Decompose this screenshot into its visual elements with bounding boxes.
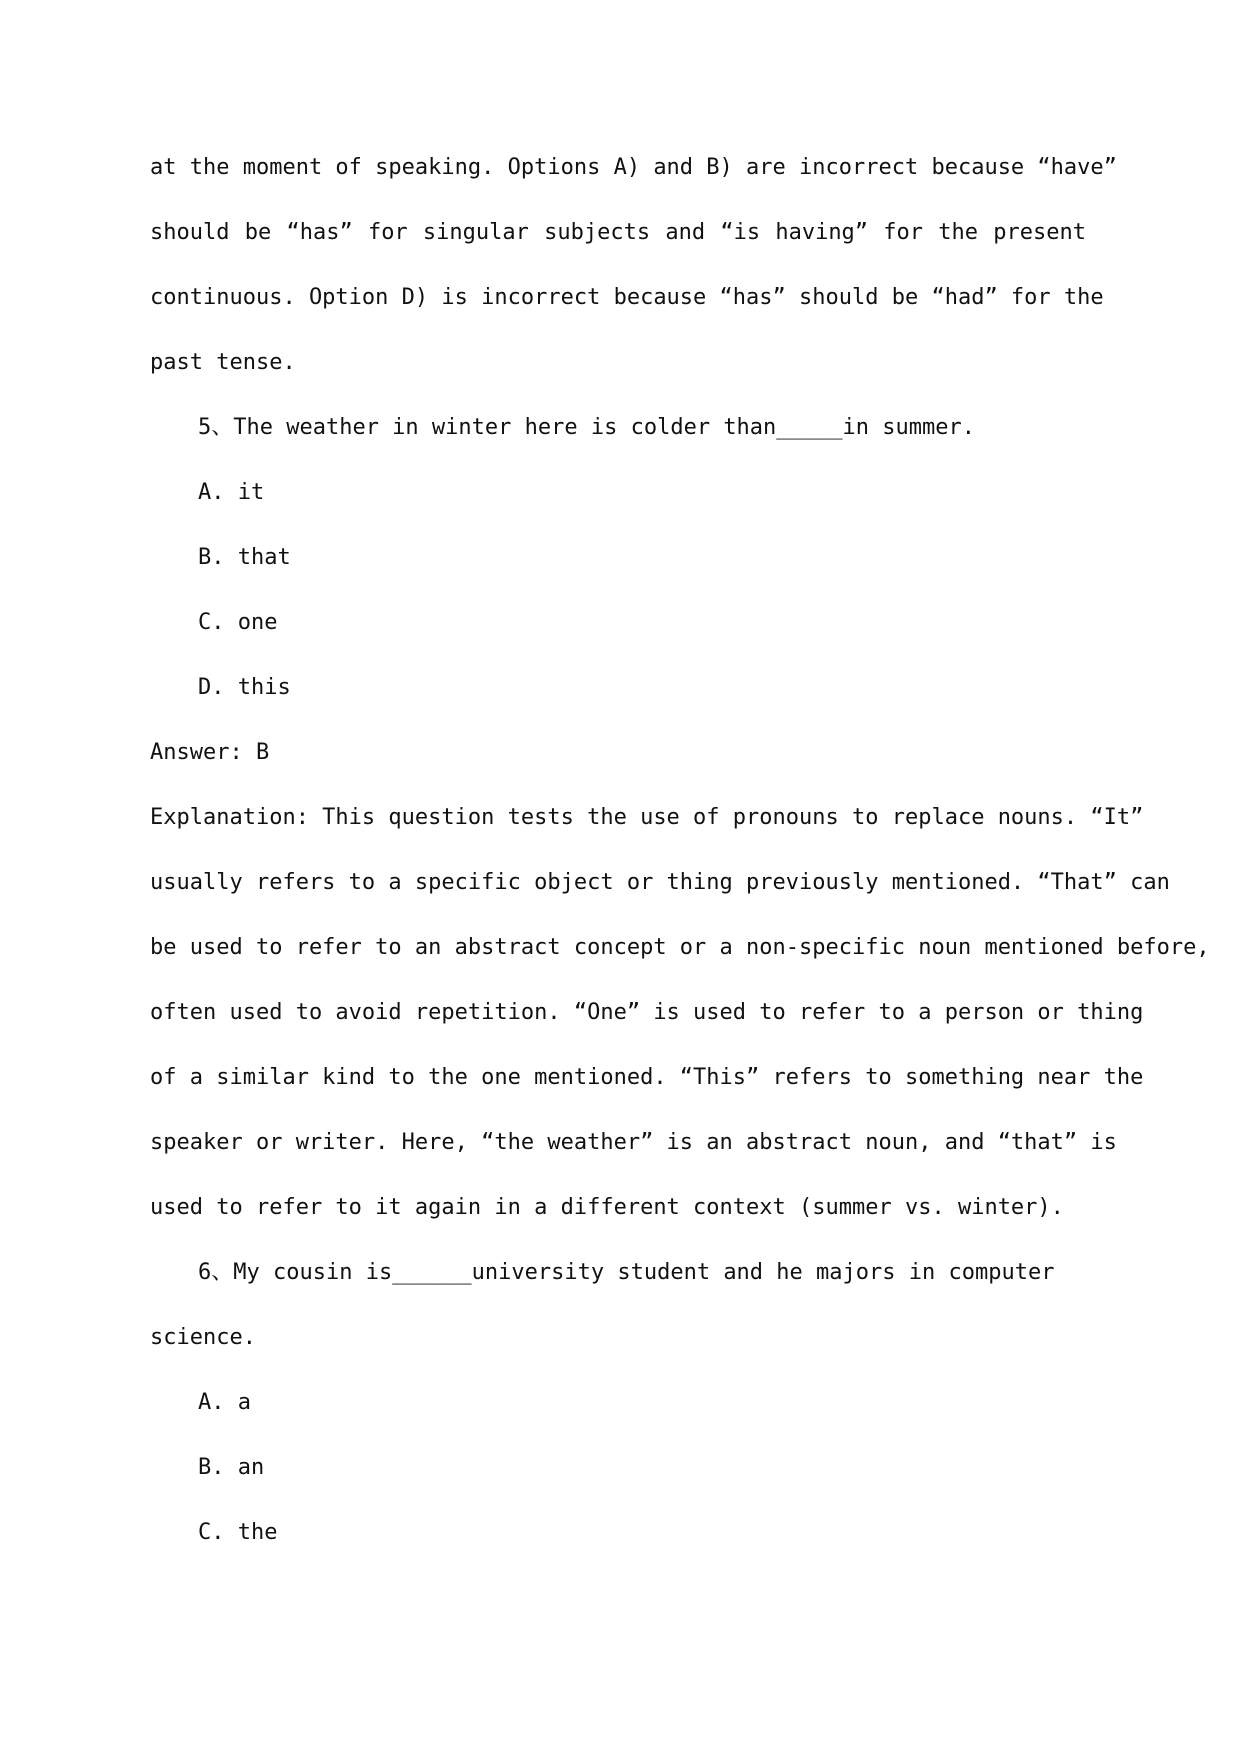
question-5-option-d: D. this [198,675,291,700]
question-5-text: 5、The weather in winter here is colder than_____in summer. [198,415,975,440]
question-6-text-continued: science. [150,1325,256,1350]
explanation-line: of a similar kind to the one mentioned. “This” refers to something near the [150,1065,1144,1090]
question-5-option-c: C. one [198,610,278,635]
question-6-text: 6、My cousin is______university student and he majors in computer [198,1260,1055,1285]
paragraph-line: at the moment of speaking. Options A) and B) are incorrect because “have” [150,155,1117,180]
question-5-option-a: A. it [198,480,265,505]
explanation-line: speaker or writer. Here, “the weather” is an abstract noun, and “that” is [150,1130,1117,1155]
explanation-line: used to refer to it again in a different context (summer vs. winter). [150,1195,1064,1220]
answer-line: Answer: B [150,740,270,765]
question-5-option-b: B. that [198,545,291,570]
paragraph-line: should be “has” for singular subjects and “is having” for the present [150,220,1086,245]
question-6-option-b: B. an [198,1455,265,1480]
explanation-line: often used to avoid repetition. “One” is used to refer to a person or thing [150,1000,1144,1025]
paragraph-line: continuous. Option D) is incorrect because “has” should be “had” for the [150,285,1104,310]
explanation-line: be used to refer to an abstract concept or a non-specific noun mentioned before, [150,935,1210,960]
explanation-line: Explanation: This question tests the use of pronouns to replace nouns. “It” [150,805,1144,830]
question-6-option-a: A. a [198,1390,251,1415]
explanation-line: usually refers to a specific object or thing previously mentioned. “That” can [150,870,1170,895]
question-6-option-c: C. the [198,1520,278,1545]
paragraph-line: past tense. [150,350,296,375]
